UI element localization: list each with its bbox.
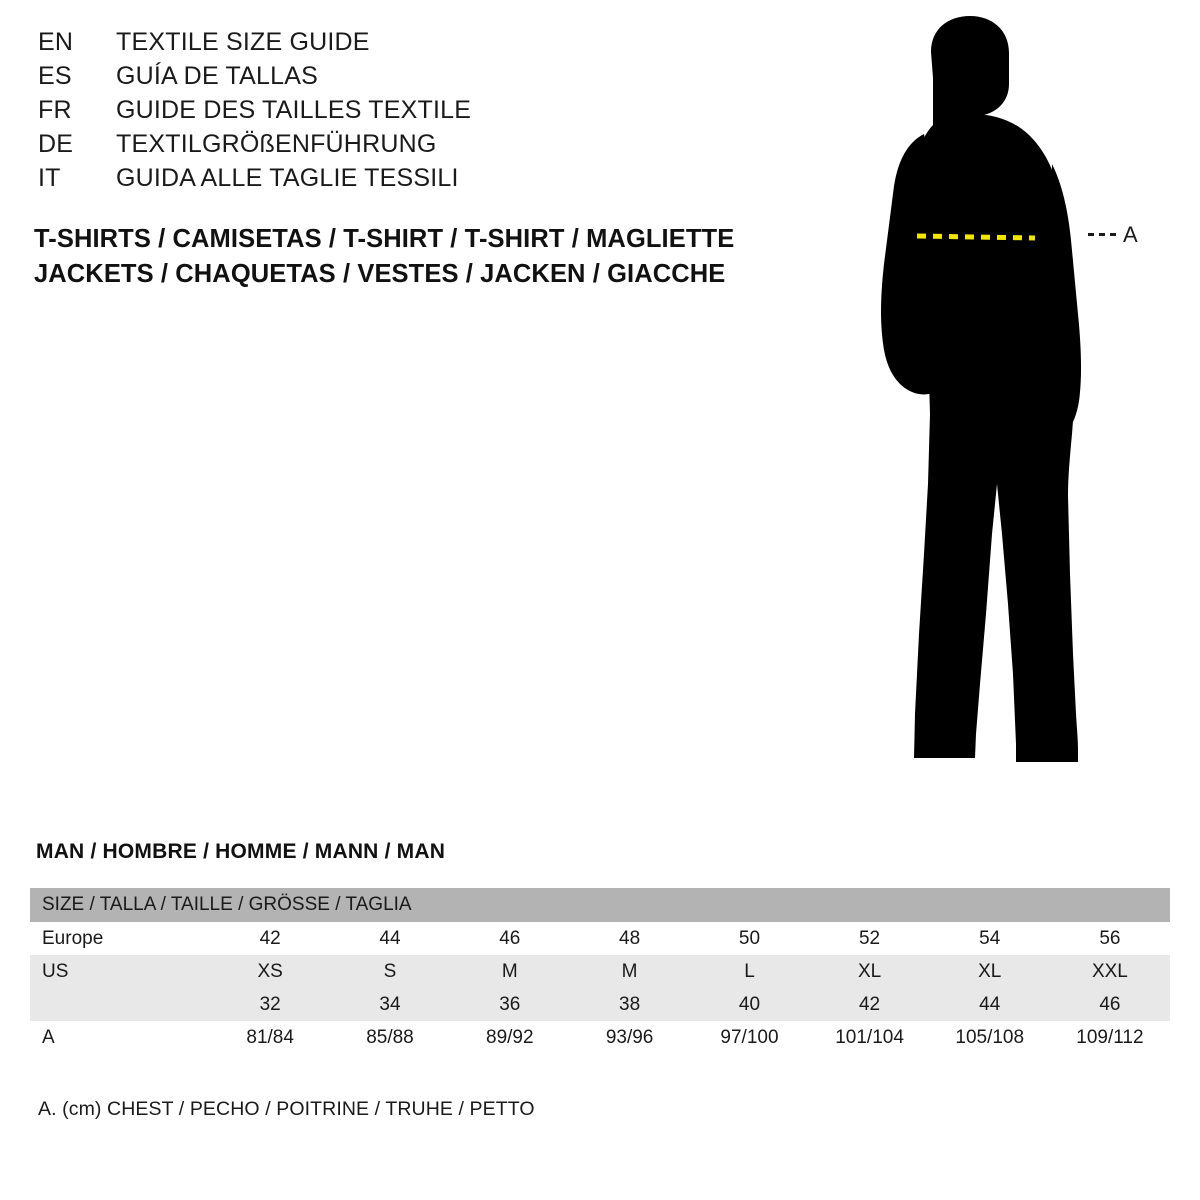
language-code: DE bbox=[38, 130, 74, 158]
table-row bbox=[30, 1021, 1170, 1054]
cell-a-8: 109/112 bbox=[1050, 1021, 1170, 1054]
row-label-us: US bbox=[30, 955, 210, 988]
body-silhouette-figure bbox=[820, 14, 1180, 794]
cell-numeric-4: 38 bbox=[570, 988, 690, 1021]
cell-numeric-8: 46 bbox=[1050, 988, 1170, 1021]
cell-europe-1: 42 bbox=[210, 922, 330, 955]
measure-label-a: A bbox=[1123, 222, 1139, 247]
language-text: TEXTILGRÖßENFÜHRUNG bbox=[116, 130, 437, 158]
cell-europe-8: 56 bbox=[1050, 922, 1170, 955]
cell-us-4: M bbox=[570, 955, 690, 988]
measure-leader-dashes bbox=[1088, 233, 1116, 236]
cell-a-7: 105/108 bbox=[930, 1021, 1050, 1054]
cell-a-4: 93/96 bbox=[570, 1021, 690, 1054]
language-row-fr bbox=[38, 96, 758, 130]
cell-numeric-3: 36 bbox=[450, 988, 570, 1021]
cell-europe-5: 50 bbox=[690, 922, 810, 955]
cell-numeric-5: 40 bbox=[690, 988, 810, 1021]
language-row-de bbox=[38, 130, 758, 164]
language-code: EN bbox=[38, 28, 74, 56]
language-list bbox=[38, 28, 758, 198]
cell-numeric-6: 42 bbox=[809, 988, 929, 1021]
cell-europe-6: 52 bbox=[809, 922, 929, 955]
language-text: TEXTILE SIZE GUIDE bbox=[116, 28, 370, 56]
cell-a-5: 97/100 bbox=[690, 1021, 810, 1054]
language-code: FR bbox=[38, 96, 72, 124]
cell-us-6: XL bbox=[809, 955, 929, 988]
cell-a-2: 85/88 bbox=[330, 1021, 450, 1054]
language-text: GUÍA DE TALLAS bbox=[116, 62, 318, 90]
cell-us-2: S bbox=[330, 955, 450, 988]
table-header-row bbox=[30, 888, 1170, 922]
category-jackets: JACKETS / CHAQUETAS / VESTES / JACKEN / GIACCHE bbox=[34, 260, 726, 288]
cell-numeric-1: 32 bbox=[210, 988, 330, 1021]
cell-a-6: 101/104 bbox=[809, 1021, 929, 1054]
language-code: ES bbox=[38, 62, 72, 90]
cell-europe-4: 48 bbox=[570, 922, 690, 955]
table-header-label: SIZE / TALLA / TAILLE / GRÖSSE / TAGLIA bbox=[42, 894, 412, 915]
cell-a-1: 81/84 bbox=[210, 1021, 330, 1054]
row-label-a: A bbox=[30, 1021, 210, 1054]
cell-us-1: XS bbox=[210, 955, 330, 988]
language-text: GUIDA ALLE TAGLIE TESSILI bbox=[116, 164, 459, 192]
language-row-en bbox=[38, 28, 758, 62]
cell-us-3: M bbox=[450, 955, 570, 988]
category-tshirts: T-SHIRTS / CAMISETAS / T-SHIRT / T-SHIRT / MAGLIETTE bbox=[34, 225, 735, 253]
cell-us-8: XXL bbox=[1050, 955, 1170, 988]
garment-categories bbox=[34, 222, 794, 292]
cell-us-5: L bbox=[690, 955, 810, 988]
cell-a-3: 89/92 bbox=[450, 1021, 570, 1054]
row-label-europe: Europe bbox=[30, 922, 210, 955]
table-row bbox=[30, 988, 1170, 1021]
language-row-es bbox=[38, 62, 758, 96]
language-text: GUIDE DES TAILLES TEXTILE bbox=[116, 96, 472, 124]
language-row-it bbox=[38, 164, 758, 198]
chest-measure-line bbox=[820, 14, 1180, 794]
cell-europe-2: 44 bbox=[330, 922, 450, 955]
cell-numeric-2: 34 bbox=[330, 988, 450, 1021]
row-label-numeric bbox=[30, 988, 210, 1021]
cell-numeric-7: 44 bbox=[930, 988, 1050, 1021]
table-title-man: MAN / HOMBRE / HOMME / MANN / MAN bbox=[36, 840, 446, 863]
size-table bbox=[30, 888, 1170, 1054]
cell-europe-3: 46 bbox=[450, 922, 570, 955]
table-row bbox=[30, 955, 1170, 988]
cell-europe-7: 54 bbox=[930, 922, 1050, 955]
language-code: IT bbox=[38, 164, 61, 192]
table-row bbox=[30, 922, 1170, 955]
cell-us-7: XL bbox=[930, 955, 1050, 988]
footnote-chest-measure: A. (cm) CHEST / PECHO / POITRINE / TRUHE / PETTO bbox=[38, 1098, 535, 1120]
